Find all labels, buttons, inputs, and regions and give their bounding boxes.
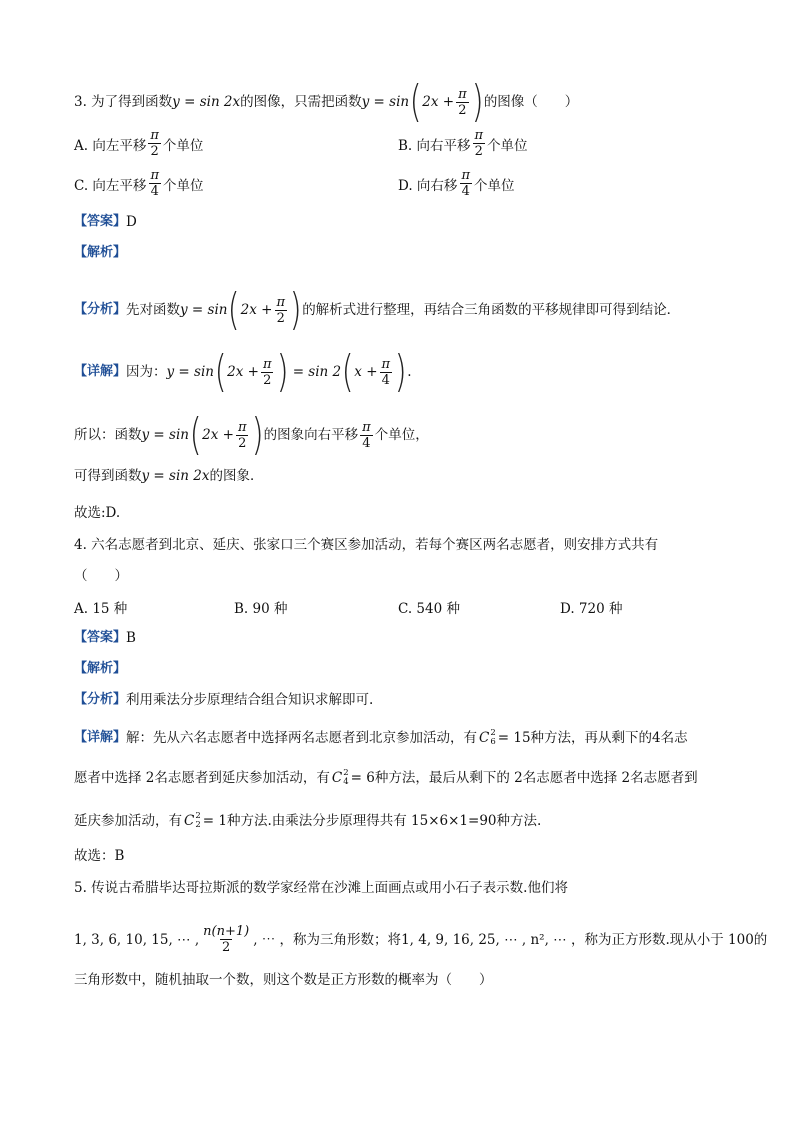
q3-answer: 【答案】 D (74, 214, 137, 230)
q3-stem-suffix: 的图像（ ） (483, 94, 579, 110)
combination-c42: C 2 4 (331, 768, 349, 787)
left-paren: ( (228, 284, 241, 335)
fraction-pi-4: $\frac{\pi}{4}$ (461, 168, 470, 199)
q3-option-a: A. 向左平移 $\frac{\pi}{2}$ 个单位 (74, 128, 204, 159)
right-paren: ) (289, 284, 302, 335)
right-paren: ) (251, 409, 264, 460)
combination-c22: C 2 2 (184, 811, 201, 830)
q4-choice: 故选：B (74, 848, 125, 864)
combination-c62: C 2 6 (479, 728, 496, 747)
q4-stem-paren: （ ） (74, 568, 128, 584)
q4-option-d: D. 720 种 (560, 601, 623, 617)
fraction-pi-2: $\frac{\pi}{2}$ (276, 294, 286, 326)
q3-option-d: D. 向右移 $\frac{\pi}{4}$ 个单位 (398, 168, 515, 199)
left-paren: ( (189, 409, 202, 460)
fraction-pi-2: $\frac{\pi}{2}$ (262, 356, 272, 388)
q3-kede: 可得到函数 y = sin 2x 的图象． (74, 468, 264, 484)
fraction-n-n-plus-1-over-2: $\frac{n(n+1)}{2}$ (203, 924, 250, 955)
left-paren: ( (409, 76, 422, 127)
fraction-pi-4: $\frac{\pi}{4}$ (362, 419, 371, 451)
q4-option-c: C. 540 种 (398, 601, 460, 617)
right-paren: ) (471, 76, 484, 127)
q3-option-c: C. 向左平移 $\frac{\pi}{4}$ 个单位 (74, 168, 204, 199)
q4-answer: 【答案】 B (74, 630, 136, 646)
fraction-pi-2: $\frac{\pi}{2}$ (237, 419, 247, 451)
q3-xiangjie: 【详解】 因为： y = sin ( 2x + $\frac{\pi}{2}$ ) = sin 2 ( x + $\frac{\pi}{4}$ ) . (74, 346, 412, 397)
q3-fn2-lhs: y = sin (361, 94, 410, 110)
q4-option-a: A. 15 种 (74, 601, 128, 617)
q3-suoyi: 所以：函数 y = sin ( 2x + $\frac{\pi}{2}$ ) 的图象向右平移 $\frac{\pi}{4}$ 个单位， (74, 409, 429, 460)
q3-analysis-heading: 【解析】 (74, 245, 127, 260)
right-paren: ) (394, 346, 407, 397)
q4-fenxi: 【分析】 利用乘法分步原理结合组合知识求解即可. (74, 692, 374, 708)
q3-stem-prefix: 3. 为了得到函数 (74, 94, 173, 110)
q4-option-b: B. 90 种 (234, 601, 288, 617)
q3-fn1: y = sin 2x (172, 94, 241, 110)
fraction-pi-2: $\frac{\pi}{2}$ (474, 128, 484, 159)
right-paren: ) (276, 346, 289, 397)
fraction-pi-2: $\frac{\pi}{2}$ (150, 128, 159, 159)
q4-stem: 4. 六名志愿者到北京、延庆、张家口三个赛区参加活动，若每个赛区两名志愿者，则安排方式共有 (74, 537, 659, 553)
fraction-pi-4: $\frac{\pi}{4}$ (150, 168, 159, 199)
q4-detail-line2: 愿者中选择 2名志愿者到延庆参加活动，有 C 2 4 = 6种方法，最后从剩下的 2名志愿者中选择 2名志愿者到 (74, 768, 698, 787)
q4-detail-line1: 【详解】 解：先从六名志愿者中选择两名志愿者到北京参加活动，有 C 2 6 = 15种方法，再从剩下的4名志 (74, 728, 688, 747)
q3-choice: 故选:D. (74, 505, 121, 521)
left-paren: ( (214, 346, 227, 397)
q3-option-b: B. 向右平移 $\frac{\pi}{2}$ 个单位 (398, 128, 528, 159)
q3-fenxi: 【分析】 先对函数 y = sin ( 2x + $\frac{\pi}{2}$ ) 的解析式进行整理，再结合三角函数的平移规律即可得到结论． (74, 284, 681, 335)
q5-line3: 三角形数中，随机抽取一个数，则这个数是正方形数的概率为（ ） (74, 972, 493, 988)
left-paren: ( (341, 346, 354, 397)
fraction-pi-4: $\frac{\pi}{4}$ (381, 356, 391, 388)
q4-detail-line3: 延庆参加活动，有 C 2 2 = 1种方法.由乘法分步原理得共有 15×6×1=90种方法. (74, 811, 542, 830)
q3-fn2-inner: 2x + (422, 94, 455, 110)
q5-line2: 1, 3, 6, 10, 15, ⋯ , $\frac{n(n+1)}{2}$ , ⋯ ，称为三角形数；将 1, 4, 9, 16, 25, ⋯ , n², ⋯ ， 称为正方形数.现从小于 100的 (74, 924, 768, 955)
q3-stem-mid: 的图像，只需把函数 (240, 94, 362, 110)
q5-line1: 5. 传说古希腊毕达哥拉斯派的数学家经常在沙滩上面画点或用小石子表示数.他们将 (74, 880, 568, 896)
fraction-pi-2: $\frac{\pi}{2}$ (458, 86, 467, 118)
q4-analysis-heading: 【解析】 (74, 661, 127, 676)
q3-stem (74, 76, 724, 127)
